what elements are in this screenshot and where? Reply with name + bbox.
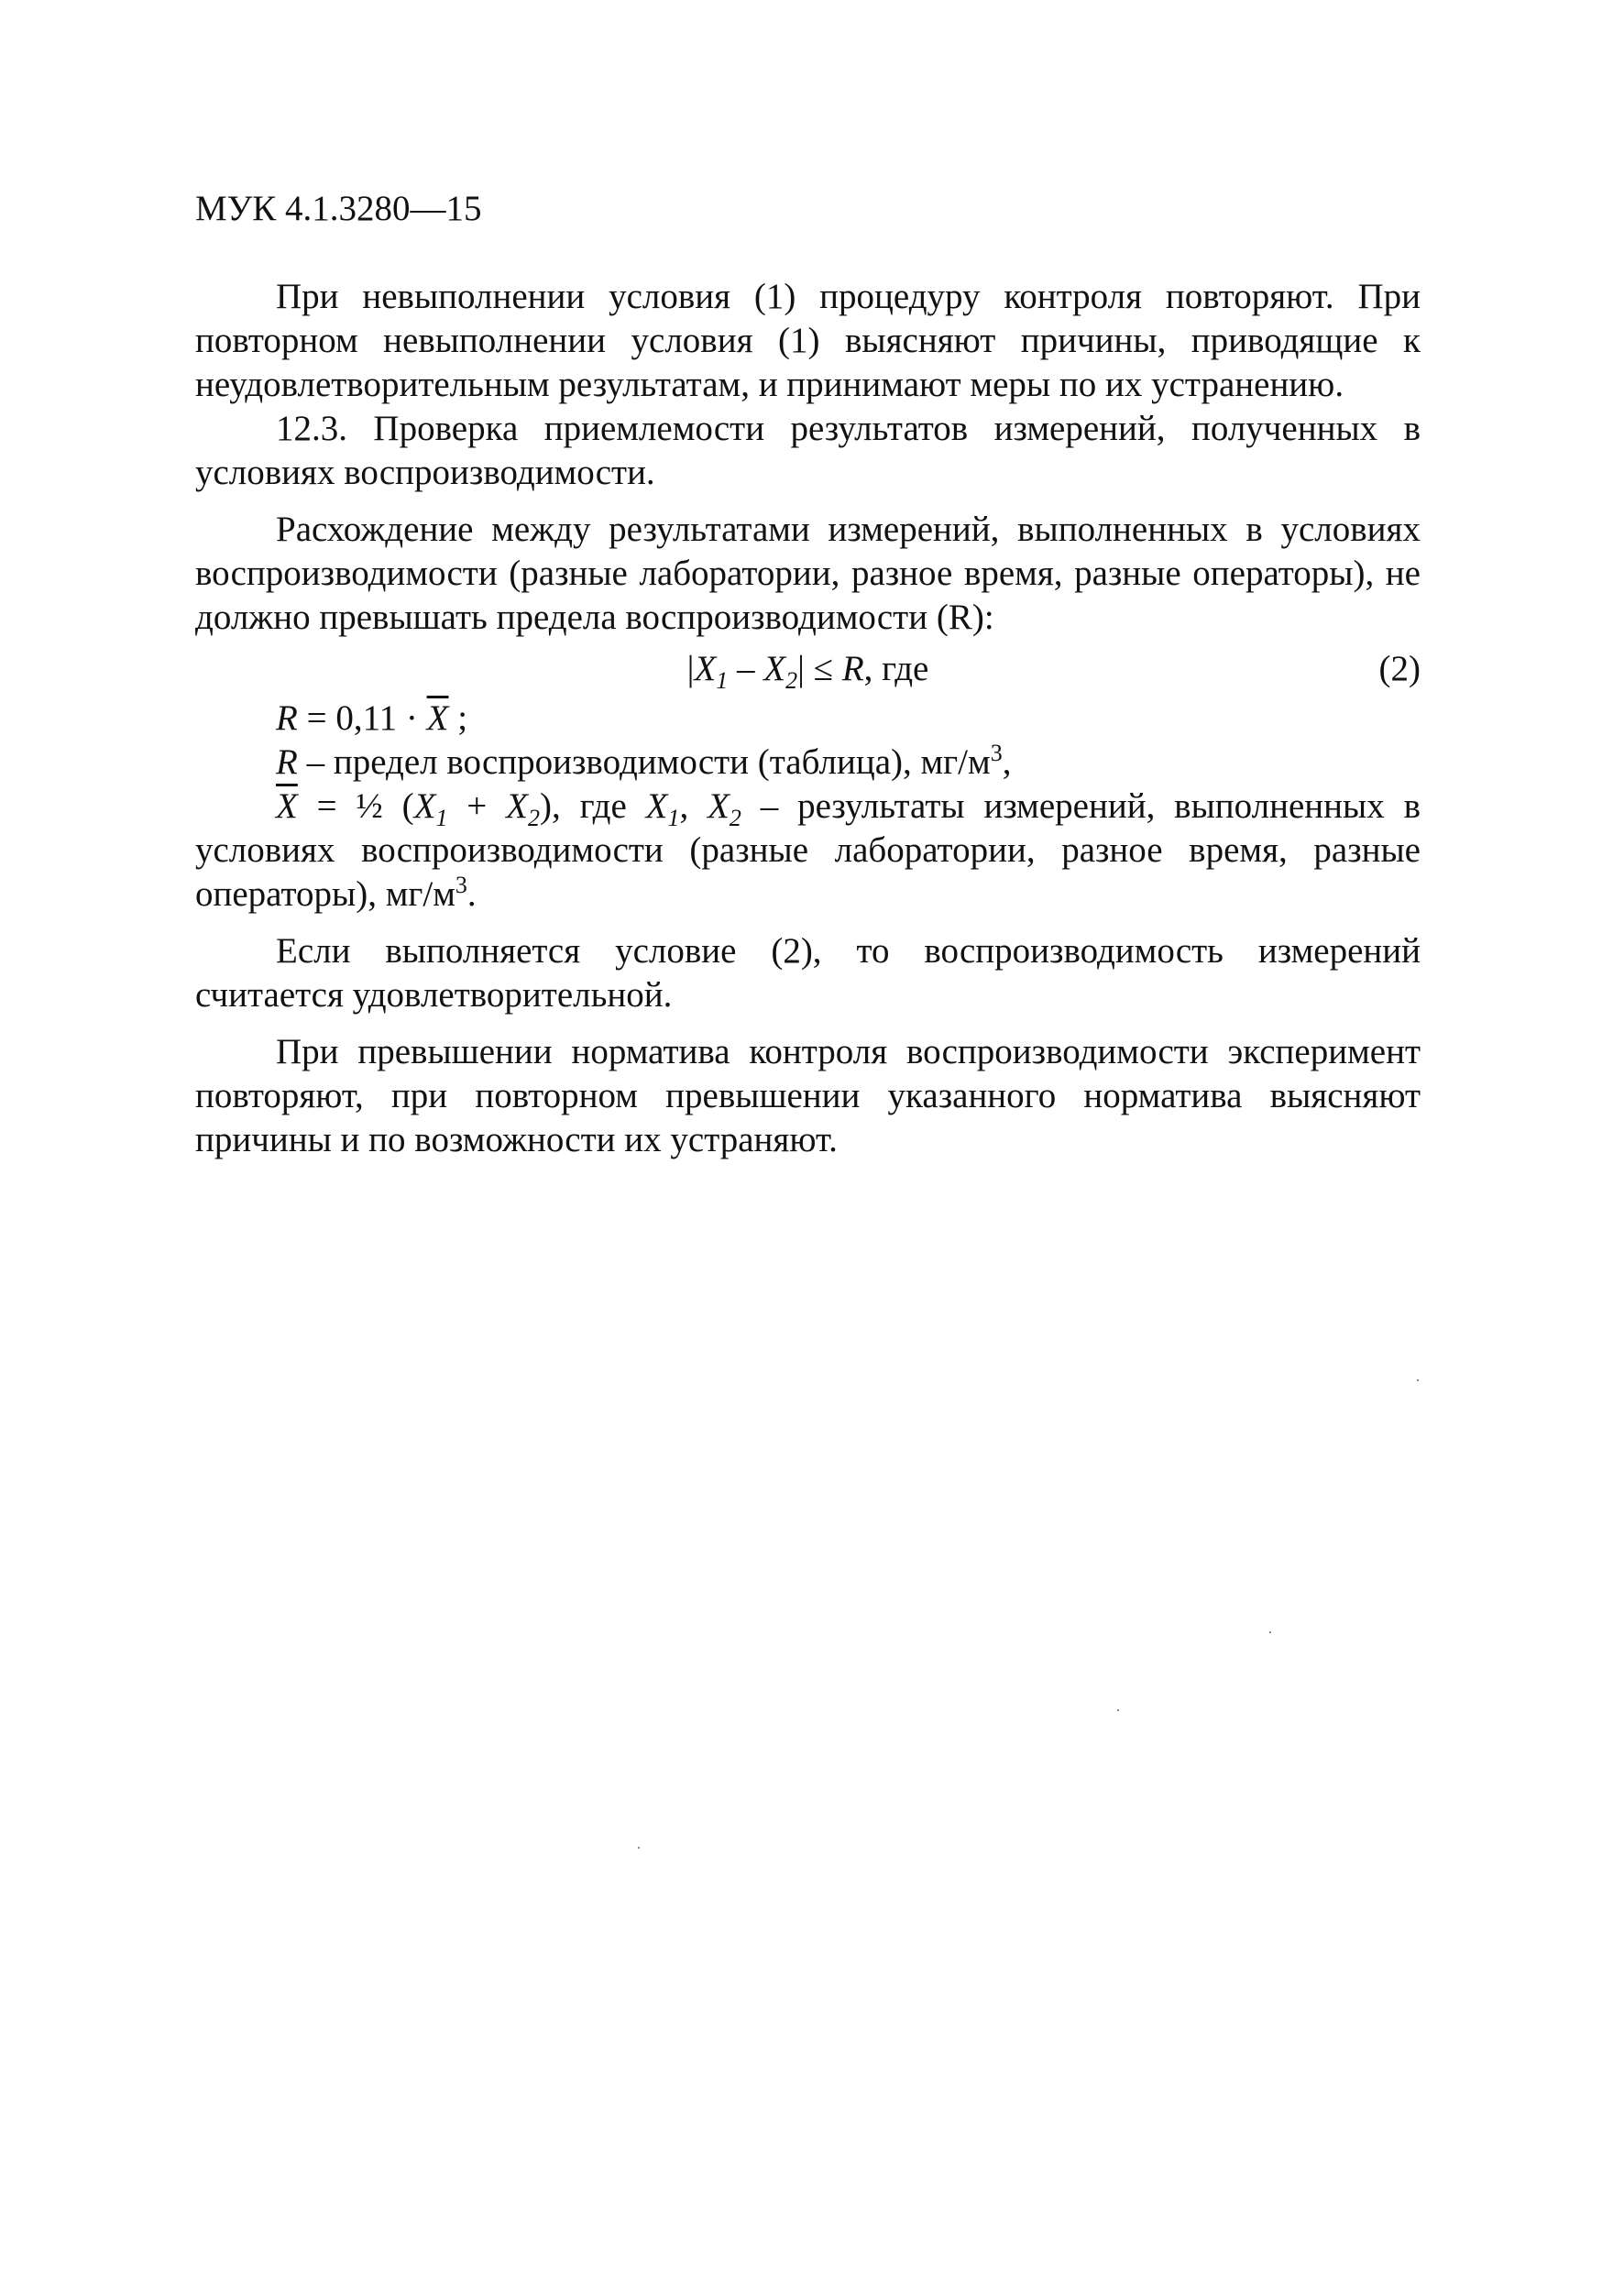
- scan-speck: [638, 1847, 640, 1849]
- def-xbar-comma: ,: [679, 786, 708, 826]
- spacer: [195, 495, 1421, 508]
- formula-bar-close: |: [797, 649, 805, 688]
- paragraph-repeat-control: При невыполнении условия (1) процедуру контроля повторяют. При повторном невыполнении условия (1) выясняют причины, приводящие к неудовлетворительным результатам, и принимают меры по их устранению.: [195, 277, 1421, 404]
- def-r-xbar: $\overline{X}$: [426, 698, 449, 738]
- def-xbar-sup: 3: [455, 872, 467, 898]
- def-xbar-symbol: $\overline{X}$: [276, 786, 298, 826]
- def-r-text-body: – предел воспроизводимости (таблица), мг/м: [297, 742, 991, 782]
- def-xbar-plus: +: [447, 786, 507, 826]
- formula-leq: ≤: [804, 649, 842, 688]
- paragraph-condition-satisfied: Если выполняется условие (2), то воспроизводимость измерений считается удовлетворительной.: [195, 931, 1421, 1015]
- def-r-text-symbol: R: [276, 742, 298, 782]
- def-xbar-tail: .: [466, 874, 477, 914]
- def-xbar-x1b-sub: 1: [667, 804, 680, 831]
- scan-speck: [1417, 1379, 1419, 1381]
- paragraph-reproducibility-divergence: Расхождение между результатами измерений, выполненных в условиях воспроизводимости (разные лаборатории, разное время, разные операторы), не должно превышать предела воспроизводимости (R):: [195, 510, 1421, 637]
- def-r-text-sup: 3: [990, 740, 1003, 766]
- definition-xbar: [195, 785, 1421, 917]
- definition-r-formula: [195, 697, 1421, 741]
- section-heading-12-3: 12.3. Проверка приемлемости результатов измерений, полученных в условиях воспроизводимости.: [195, 409, 1421, 492]
- formula-number: (2): [1378, 649, 1421, 688]
- document-code-header: МУК 4.1.3280—15: [195, 189, 482, 228]
- formula-x2: X: [763, 649, 786, 688]
- def-xbar-x2b-sub: 2: [729, 804, 741, 831]
- def-xbar-x1-sub: 1: [435, 804, 448, 831]
- formula-x1: X: [694, 649, 717, 688]
- def-xbar-x2-sub: 2: [527, 804, 540, 831]
- formula-2-line: [195, 647, 1421, 694]
- body-text: [195, 275, 1421, 1162]
- def-r-tail: ;: [448, 698, 468, 738]
- scan-speck: [1269, 1631, 1271, 1633]
- def-xbar-x2b: X: [708, 786, 730, 826]
- def-xbar-close: ), где: [539, 786, 646, 826]
- scan-speck: [1117, 1709, 1119, 1711]
- def-xbar-x2: X: [506, 786, 528, 826]
- formula-bar-open: |: [686, 649, 695, 688]
- definition-r-text: [195, 741, 1421, 785]
- spacer: [195, 1017, 1421, 1030]
- def-xbar-x1: X: [413, 786, 436, 826]
- def-xbar-equals: = ½ (: [297, 786, 414, 826]
- def-xbar-x1b: X: [645, 786, 668, 826]
- def-r-symbol: R: [276, 698, 298, 738]
- paragraph-exceedance: При превышении норматива контроля воспроизводимости эксперимент повторяют, при повторном превышении указанного норматива выясняют причины и по возможности их устраняют.: [195, 1032, 1421, 1159]
- formula-where: , где: [863, 649, 929, 688]
- def-r-equals: = 0,11 ·: [297, 698, 427, 738]
- formula-x1-sub: 1: [716, 666, 729, 694]
- def-xbar-text: – результаты измерений, выполненных в условиях воспроизводимости (разные лаборатории, разное время, разные операторы), мг/м: [195, 786, 1421, 914]
- formula-minus: –: [728, 649, 764, 688]
- formula-2: [195, 647, 1421, 694]
- formula-r: R: [841, 649, 864, 688]
- spacer: [195, 917, 1421, 929]
- def-r-text-tail: ,: [1002, 742, 1012, 782]
- formula-x2-sub: 2: [785, 666, 798, 694]
